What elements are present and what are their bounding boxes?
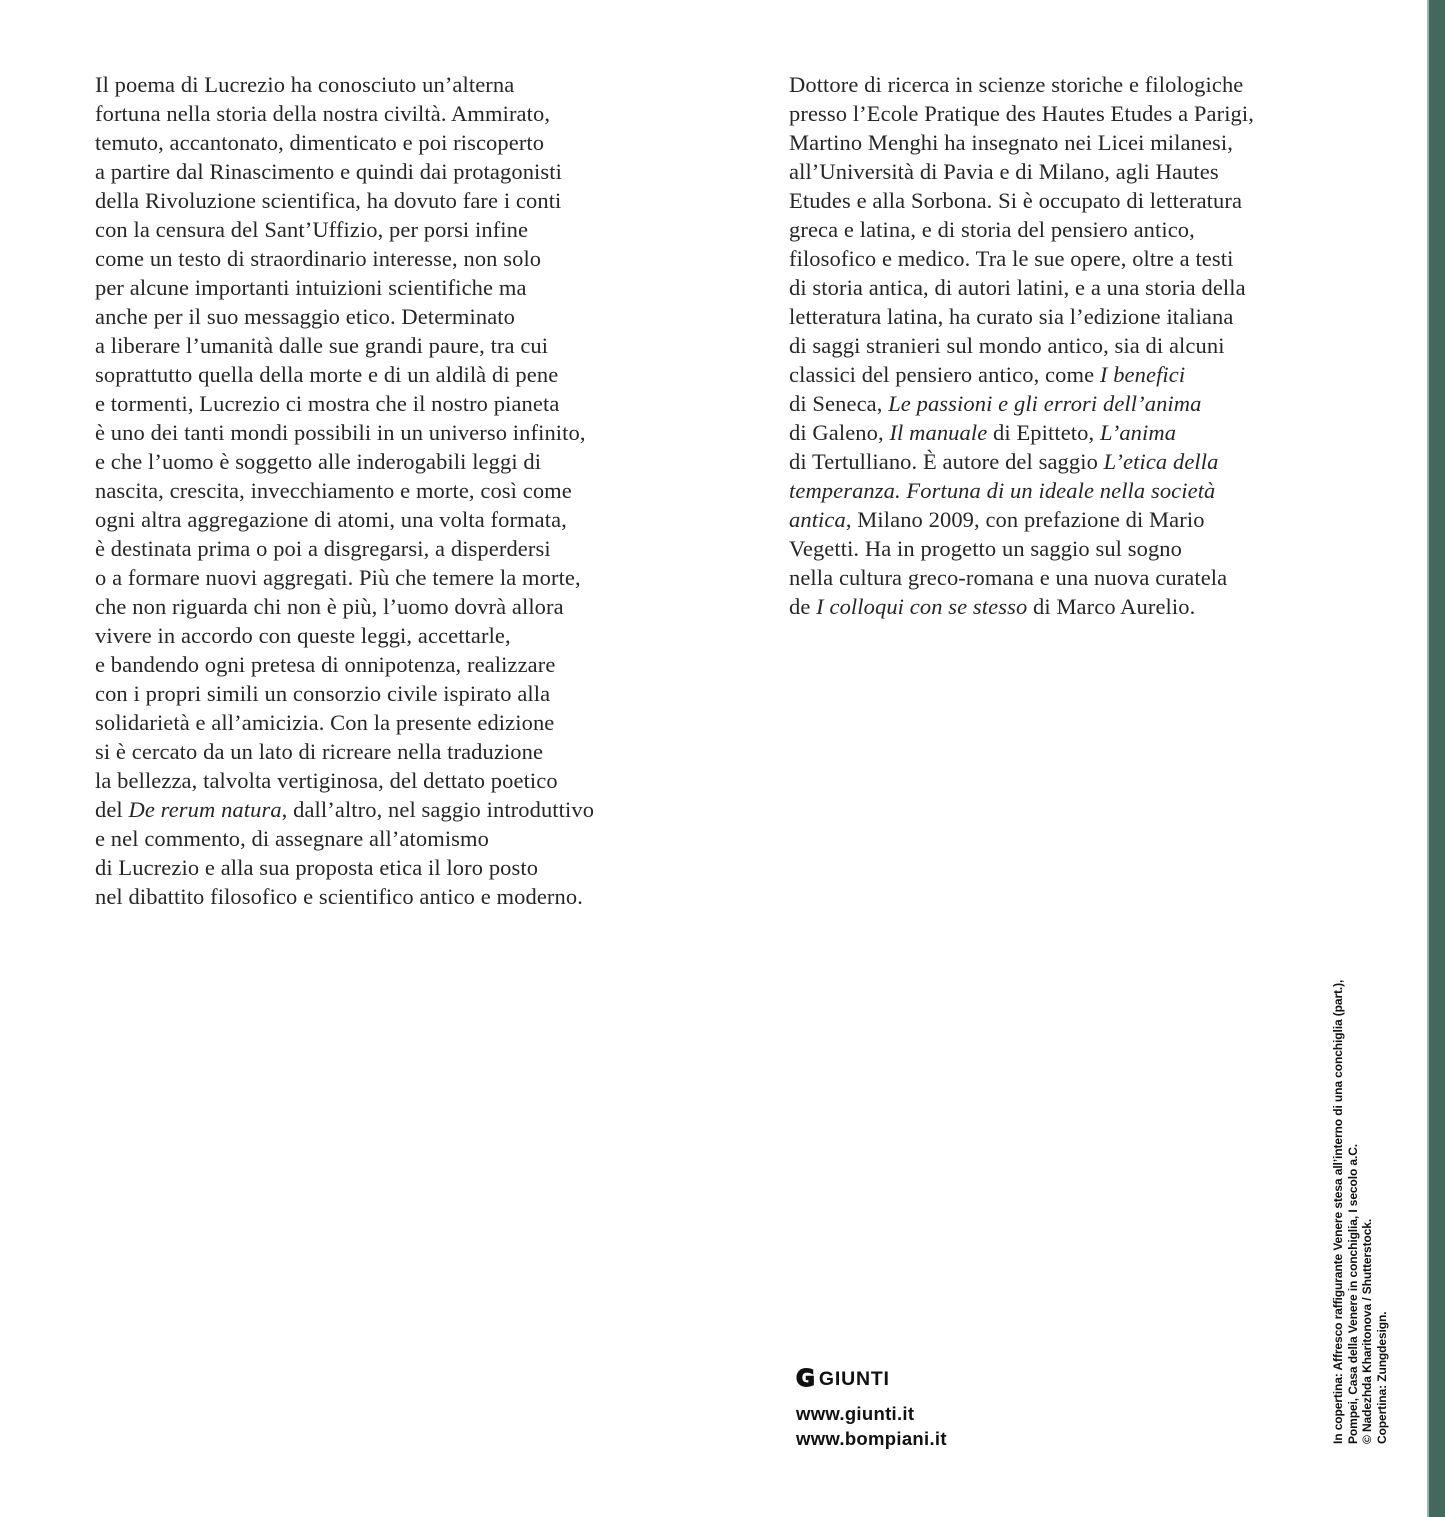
text-line — [95, 159, 562, 184]
text-line — [95, 217, 528, 242]
text-segment: Vegetti. Ha in progetto un saggio sul sogno — [789, 536, 1183, 561]
text-line — [789, 159, 1219, 184]
text-segment: è uno dei tanti mondi possibili in un universo infinito, — [95, 420, 586, 445]
italic-text-segment: L’etica della — [1103, 449, 1219, 474]
text-segment: Etudes e alla Sorbona. Si è occupato di letteratura — [789, 188, 1243, 213]
text-segment: a partire dal Rinascimento e quindi dai protagonisti — [95, 159, 562, 184]
text-line — [95, 623, 511, 648]
italic-text-segment: I benefici — [1099, 362, 1186, 387]
text-segment: letteratura latina, ha curato sia l’edizione italiana — [789, 304, 1234, 329]
text-segment: Copertina: Zungdesign. — [1374, 1311, 1389, 1444]
text-segment: Martino Menghi ha insegnato nei Licei milanesi, — [789, 130, 1233, 155]
italic-text-segment: De rerum natura — [128, 797, 282, 822]
text-segment: , Milano 2009, con prefazione di Mario — [845, 507, 1205, 532]
text-line — [95, 855, 538, 880]
publisher-urls — [796, 1401, 947, 1451]
text-line — [95, 275, 527, 300]
text-line — [789, 594, 1195, 619]
text-segment: Dottore di ricerca in scienze storiche e filologiche — [789, 72, 1244, 97]
text-segment: temuto, accantonato, dimenticato e poi riscoperto — [95, 130, 545, 155]
italic-text-segment: temperanza. Fortuna di un ideale nella società — [789, 478, 1216, 503]
text-segment: vivere in accordo con queste leggi, accettarle, — [95, 623, 511, 648]
text-line — [789, 333, 1225, 358]
text-line — [95, 536, 551, 561]
text-segment: filosofico e medico. Tra le sue opere, oltre a testi — [789, 246, 1234, 271]
text-line — [789, 101, 1254, 126]
text-segment: di Galeno, — [789, 420, 890, 445]
text-line — [1346, 1144, 1360, 1444]
text-segment: fortuna nella storia della nostra civiltà. Ammirato, — [95, 101, 551, 126]
text-line — [95, 594, 564, 619]
giunti-logo-mark: G — [796, 1366, 815, 1392]
text-segment: nascita, crescita, invecchiamento e morte, così come — [95, 478, 572, 503]
text-segment: presso l’Ecole Pratique des Hautes Etudes a Parigi, — [789, 101, 1254, 126]
text-segment: che non riguarda chi non è più, l’uomo dovrà allora — [95, 594, 564, 619]
text-line — [95, 478, 572, 503]
text-line — [95, 246, 541, 271]
text-segment: solidarietà e all’amicizia. Con la presente edizione — [95, 710, 555, 735]
text-line — [95, 710, 554, 735]
text-segment: del — [95, 797, 129, 822]
text-line — [95, 884, 583, 909]
text-segment: come un testo di straordinario interesse, non solo — [95, 246, 542, 271]
text-line — [95, 768, 558, 793]
text-line — [789, 72, 1243, 97]
text-segment: di saggi stranieri sul mondo antico, sia di alcuni — [789, 333, 1225, 358]
text-segment: di Epitteto, — [987, 420, 1100, 445]
text-segment: nel dibattito filosofico e scientifico antico e moderno. — [95, 884, 583, 909]
text-segment: nella cultura greco-romana e una nuova curatela — [789, 565, 1228, 590]
giunti-url: www.giunti.it — [796, 1403, 915, 1424]
text-segment: di Seneca, — [789, 391, 889, 416]
bompiani-url: www.bompiani.it — [796, 1428, 947, 1449]
text-segment: greca e latina, e di storia del pensiero antico, — [789, 217, 1195, 242]
text-segment: di storia antica, di autori latini, e a una storia della — [789, 275, 1246, 300]
text-line — [95, 101, 550, 126]
text-line — [1360, 1219, 1374, 1444]
text-line — [95, 565, 581, 590]
text-line — [1331, 980, 1345, 1444]
text-line — [95, 130, 544, 155]
text-segment: con la censura del Sant’Uffizio, per porsi infine — [95, 217, 529, 242]
text-line — [1375, 1312, 1389, 1444]
flap-description-column — [95, 70, 680, 911]
italic-text-segment: antica — [789, 507, 846, 532]
italic-text-segment: Il manuale — [889, 420, 988, 445]
text-line — [789, 507, 1205, 532]
text-line — [95, 739, 543, 764]
text-line — [95, 507, 567, 532]
text-segment: e che l’uomo è soggetto alle inderogabili leggi di — [95, 449, 542, 474]
text-line — [789, 565, 1227, 590]
text-segment: de — [789, 594, 817, 619]
text-segment: la bellezza, talvolta vertiginosa, del dettato poetico — [95, 768, 558, 793]
author-bio-column — [789, 70, 1349, 621]
text-segment: con i propri simili un consorzio civile ispirato alla — [95, 681, 551, 706]
text-line — [95, 826, 489, 851]
text-line — [789, 217, 1195, 242]
text-segment: di Tertulliano. È autore del saggio — [789, 449, 1104, 474]
text-segment: all’Università di Pavia e di Milano, agli Hautes — [789, 159, 1219, 184]
text-segment: e nel commento, di assegnare all’atomismo — [95, 826, 489, 851]
text-line — [789, 478, 1215, 503]
italic-text-segment: Le passioni e gli errori dell’anima — [888, 391, 1202, 416]
text-line — [789, 420, 1176, 445]
text-segment: si è cercato da un lato di ricreare nella traduzione — [95, 739, 544, 764]
text-line — [95, 652, 555, 677]
text-segment: della Rivoluzione scientifica, ha dovuto fare i conti — [95, 188, 562, 213]
text-segment: In copertina: Affresco raffigurante Venere stesa all’interno di una conchiglia (part.), — [1331, 979, 1345, 1444]
cover-credits-vertical-text — [1331, 969, 1389, 1444]
text-line — [95, 333, 548, 358]
text-line — [789, 304, 1233, 329]
text-line — [789, 188, 1242, 213]
text-segment: di Marco Aurelio. — [1027, 594, 1196, 619]
text-segment: a liberare l’umanità dalle sue grandi paure, tra cui — [95, 333, 549, 358]
text-line — [789, 536, 1182, 561]
text-segment: classici del pensiero antico, come — [789, 362, 1100, 387]
text-segment: Il poema di Lucrezio ha conosciuto un’alterna — [95, 72, 515, 97]
text-segment: per alcune importanti intuizioni scientifiche ma — [95, 275, 527, 300]
text-segment: © Nadezhda Kharitonova / Shutterstock. — [1360, 1218, 1374, 1444]
text-segment: Pompei, Casa della Venere in conchiglia, I secolo a.C. — [1345, 1143, 1360, 1444]
text-segment: o a formare nuovi aggregati. Più che temere la morte, — [95, 565, 581, 590]
text-line — [789, 130, 1233, 155]
text-line — [95, 420, 586, 445]
text-segment: e bandendo ogni pretesa di onnipotenza, realizzare — [95, 652, 556, 677]
text-segment: è destinata prima o poi a disgregarsi, a disperdersi — [95, 536, 551, 561]
text-line — [789, 449, 1218, 474]
giunti-logo-text: GIUNTI — [818, 1367, 890, 1390]
text-line — [95, 362, 558, 387]
giunti-logo — [796, 1368, 947, 1390]
text-segment: soprattutto quella della morte e di un aldilà di pene — [95, 362, 559, 387]
text-line — [95, 188, 561, 213]
text-line — [789, 362, 1185, 387]
text-line — [95, 449, 541, 474]
text-line — [789, 246, 1233, 271]
text-segment: e tormenti, Lucrezio ci mostra che il nostro pianeta — [95, 391, 560, 416]
text-line — [95, 304, 515, 329]
text-line — [789, 391, 1201, 416]
text-line — [789, 275, 1246, 300]
teal-edge-strip — [1427, 0, 1445, 1517]
text-segment: di Lucrezio e alla sua proposta etica il loro posto — [95, 855, 539, 880]
text-line — [95, 797, 594, 822]
text-line — [95, 391, 559, 416]
text-segment: , dall’altro, nel saggio introduttivo — [281, 797, 595, 822]
text-segment: ogni altra aggregazione di atomi, una volta formata, — [95, 507, 567, 532]
text-line — [95, 681, 550, 706]
text-segment: anche per il suo messaggio etico. Determinato — [95, 304, 515, 329]
publisher-block — [796, 1368, 947, 1451]
italic-text-segment: I colloqui con se stesso — [816, 594, 1028, 619]
italic-text-segment: L’anima — [1099, 420, 1177, 445]
text-line — [95, 72, 514, 97]
